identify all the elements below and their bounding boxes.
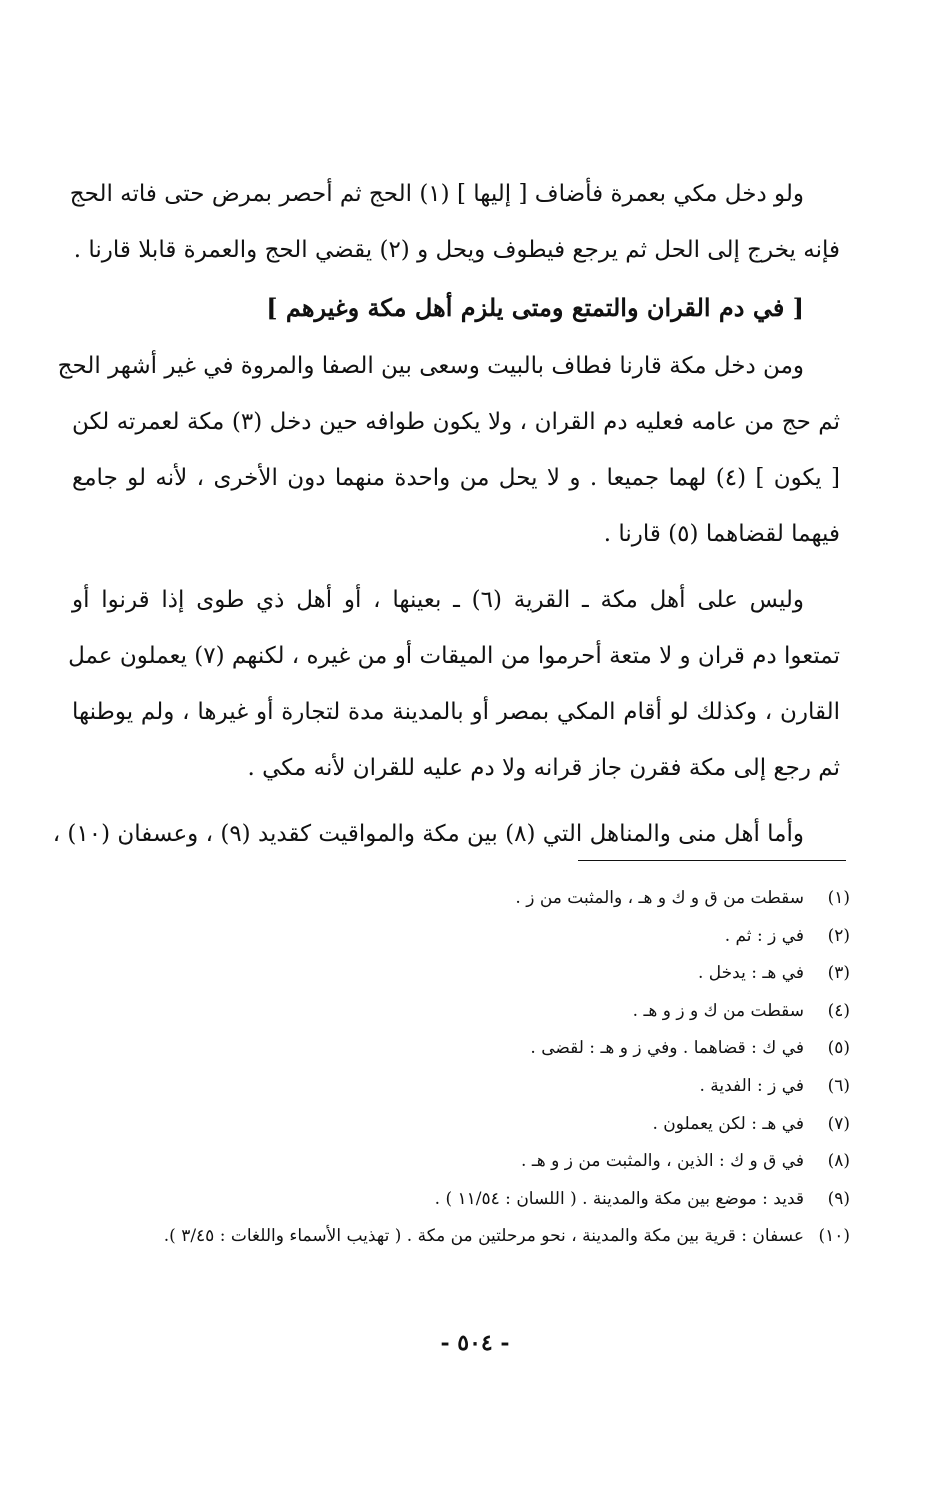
footnote <box>60 880 850 918</box>
footnote <box>60 1218 850 1256</box>
footnote-text: سقطت من ك و ز و هـ . <box>632 1000 804 1021</box>
main-text <box>52 166 840 862</box>
footnotes <box>60 880 850 1256</box>
footnote-text: في ك : قضاهما . وفي ز و هـ : لقضى . <box>530 1038 804 1059</box>
footnote-text: في هـ : لكن يعملون . <box>652 1113 804 1134</box>
section-heading: [ في دم القران والتمتع ومتى يلزم أهل مكة وغيرهم ] <box>266 293 804 322</box>
text-line: ثم رجع إلى مكة فقرن جاز قرانه ولا دم عليه للقران لأنه مكي . <box>247 755 840 781</box>
footnote-number: (٩) <box>827 1188 850 1209</box>
text-line: وليس على أهل مكة ـ القرية (٦) ـ بعينها ، أو أهل ذي طوى إذا قرنوا أو <box>72 587 804 613</box>
text-line: [ يكون ] (٤) لهما جميعا . و لا يحل من واحدة منهما دون الأخرى ، لأنه لو جامع <box>72 465 840 491</box>
footnote-text: سقطت من ق و ك و هـ ، والمثبت من ز . <box>515 888 804 908</box>
footnote-number: (٤) <box>827 1000 850 1021</box>
page-number: - ٥٠٤ - <box>440 1330 510 1356</box>
text-line: ولو دخل مكي بعمرة فأضاف [ إليها ] (١) الحج ثم أحصر بمرض حتى فاته الحج <box>69 181 804 207</box>
footnote-number: (٣) <box>827 963 850 984</box>
footnote-text: في ق و ك : الذين ، والمثبت من ز و هـ . <box>521 1151 804 1172</box>
footnote <box>60 993 850 1031</box>
footnote-number: (٨) <box>827 1151 850 1172</box>
footnote-number: (٥) <box>827 1038 850 1059</box>
footnote-number: (٦) <box>827 1075 850 1096</box>
footnote-text: في هـ : يدخل . <box>697 963 804 984</box>
text-line: ومن دخل مكة قارنا فطاف بالبيت وسعى بين الصفا والمروة في غير أشهر الحج <box>57 353 804 379</box>
footnote-text: في ز : ثم . <box>724 925 804 946</box>
footnote-number: (٢) <box>827 925 850 946</box>
text-line: تمتعوا دم قران و لا متعة أحرموا من الميقات أو من غيره ، لكنهم (٧) يعملون عمل <box>68 643 840 669</box>
footnote-text: قديد : موضع بين مكة والمدينة . ( اللسان : ١١/٥٤ ) . <box>434 1188 804 1209</box>
footnote <box>60 1181 850 1219</box>
footnote <box>60 918 850 956</box>
footnote <box>60 955 850 993</box>
footnote-number: (٧) <box>827 1113 850 1134</box>
footnote-text: عسفان : قرية بين مكة والمدينة ، نحو مرحلتين من مكة . ( تهذيب الأسماء واللغات : ٣/٤٥ ). <box>163 1226 804 1247</box>
footnote-number: (١٠) <box>818 1226 850 1247</box>
text-line: ثم حج من عامه فعليه دم القران ، ولا يكون طوافه حين دخل (٣) مكة لعمرته لكن <box>72 409 840 435</box>
footnote <box>60 1068 850 1106</box>
text-line: فإنه يخرج إلى الحل ثم يرجع فيطوف ويحل و (٢) يقضي الحج والعمرة قابلا قارنا . <box>73 237 840 263</box>
footnote-text: في ز : الفدية . <box>699 1075 804 1096</box>
footnote-number: (١) <box>827 888 850 908</box>
text-line: وأما أهل منى والمناهل التي (٨) بين مكة والمواقيت كقديد (٩) ، وعسفان (١٠) ، <box>52 821 804 847</box>
footnote <box>60 1143 850 1181</box>
text-line: القارن ، وكذلك لو أقام المكي بمصر أو بالمدينة مدة لتجارة أو غيرها ، ولم يوطنها <box>72 699 840 725</box>
text-line: فيهما لقضاهما (٥) قارنا . <box>603 521 840 547</box>
footnote-separator <box>578 860 846 861</box>
footnote <box>60 1030 850 1068</box>
footnote <box>60 1106 850 1144</box>
